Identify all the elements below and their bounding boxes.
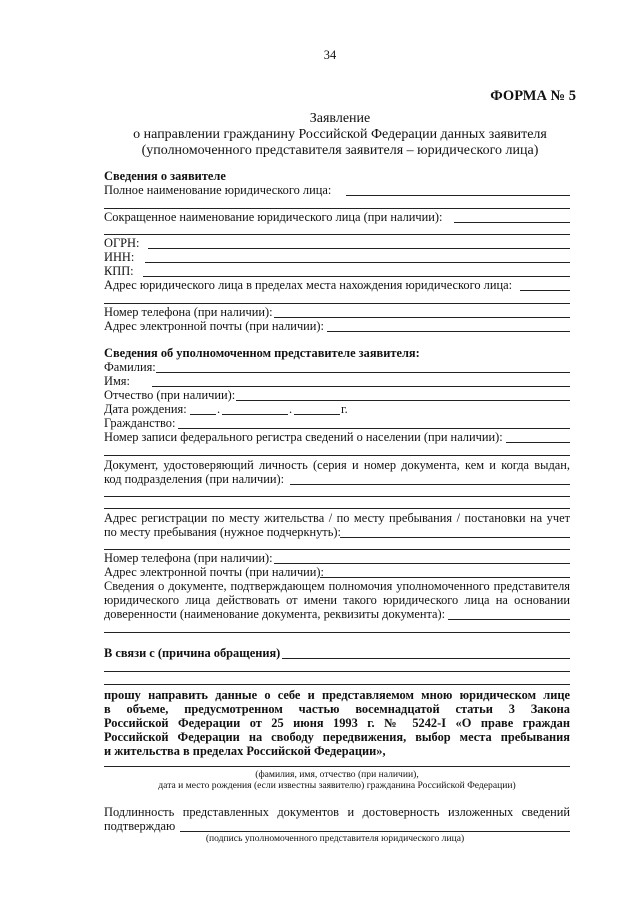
title-line-1: Заявление (309, 111, 371, 126)
register-number-field-2[interactable] (104, 455, 570, 456)
kpp-label: КПП: (104, 264, 134, 278)
short-name-field[interactable] (454, 222, 570, 223)
birth-date-dot-1: . (217, 402, 221, 416)
patronymic-label: Отчество (при наличии): (104, 388, 236, 402)
reg-address-field[interactable] (340, 537, 570, 538)
confirmation-line-1: Подлинность представленных документов и достоверность изложенных сведений (104, 805, 570, 819)
representative-phone-label: Номер телефона (при наличии): (104, 551, 273, 565)
birth-date-dot-2: . (289, 402, 293, 416)
reason-field-3[interactable] (104, 684, 570, 685)
citizenship-label: Гражданство: (104, 416, 176, 430)
form-label: ФОРМА № 5 (490, 88, 576, 104)
birth-year-suffix: г. (341, 402, 348, 416)
register-number-label: Номер записи федерального регистра сведений о населении (при наличии): (104, 430, 503, 444)
signature-caption: (подпись уполномоченного представителя юридического лица) (205, 833, 465, 844)
address-label: Адрес юридического лица в пределах места нахождения юридического лица: (104, 278, 513, 292)
reg-address-label-2: по месту пребывания (нужное подчеркнуть): (104, 525, 341, 539)
request-line-3: Российской Федерации от 25 июня 1993 г. № 5242-I «О праве граждан (104, 716, 570, 730)
id-document-field-3[interactable] (104, 508, 570, 509)
title-line-2: о направлении гражданину Российской Федерации данных заявителя (133, 127, 547, 142)
short-name-label: Сокращенное наименование юридического лица (при наличии): (104, 210, 443, 224)
id-document-field[interactable] (290, 484, 570, 485)
representative-phone-field[interactable] (274, 563, 570, 564)
ogrn-field[interactable] (148, 248, 570, 249)
surname-field[interactable] (156, 372, 570, 373)
id-document-label-2: код подразделения (при наличии): (104, 472, 285, 486)
authority-field[interactable] (448, 619, 570, 620)
recipient-field[interactable] (104, 766, 570, 767)
register-number-field[interactable] (506, 442, 570, 443)
applicant-phone-field[interactable] (274, 317, 570, 318)
full-name-field[interactable] (346, 195, 570, 196)
applicant-phone-label: Номер телефона (при наличии): (104, 305, 273, 319)
birth-year-field[interactable] (294, 414, 340, 415)
address-field[interactable] (520, 290, 570, 291)
reason-field[interactable] (282, 658, 570, 659)
request-line-5: и жительства в пределах Российской Федерации», (104, 744, 386, 758)
applicant-email-field[interactable] (327, 331, 570, 332)
request-line-4: Российской Федерации на свободу передвижения, выбор места пребывания (104, 730, 570, 744)
recipient-caption-1: (фамилия, имя, отчество (при наличии), (255, 769, 419, 780)
id-document-field-2[interactable] (104, 496, 570, 497)
reg-address-label-1: Адрес регистрации по месту жительства / по месту пребывания / постановки на учет (104, 511, 570, 525)
inn-field[interactable] (145, 262, 570, 263)
id-document-label-1: Документ, удостоверяющий личность (серия и номер документа, кем и когда выдан, (104, 458, 570, 472)
reason-field-2[interactable] (104, 671, 570, 672)
authority-label-3: доверенности (наименование документа, реквизиты документа): (104, 607, 446, 621)
name-field[interactable] (152, 386, 570, 387)
address-field-2[interactable] (104, 303, 570, 304)
page-number: 34 (323, 48, 337, 62)
authority-field-2[interactable] (104, 632, 570, 633)
confirmation-line-2: подтверждаю (104, 819, 176, 833)
patronymic-field[interactable] (236, 400, 570, 401)
reason-label: В связи с (причина обращения) (104, 646, 281, 660)
full-name-label: Полное наименование юридического лица: (104, 183, 332, 197)
representative-email-field[interactable] (320, 577, 570, 578)
reg-address-field-2[interactable] (104, 549, 570, 550)
authority-label-1: Сведения о документе, подтверждающем полномочия уполномоченного представителя (104, 579, 570, 593)
birth-day-field[interactable] (190, 414, 216, 415)
short-name-field-2[interactable] (104, 234, 570, 235)
citizenship-field[interactable] (178, 428, 570, 429)
recipient-caption-2: дата и место рождения (если известны заявителю) гражданина Российской Федерации) (158, 780, 516, 791)
authority-label-2: юридического лица действовать от имени такого юридического лица на основании (104, 593, 570, 607)
birth-date-label: Дата рождения: (104, 402, 187, 416)
request-line-2: в объеме, предусмотренном частью восемнадцатой статьи 3 Закона (104, 702, 570, 716)
request-line-1: прошу направить данные о себе и представляемом мною юридическом лице (104, 688, 570, 702)
applicant-heading: Сведения о заявителе (104, 169, 226, 183)
ogrn-label: ОГРН: (104, 236, 140, 250)
representative-heading: Сведения об уполномоченном представителе заявителя: (104, 346, 420, 360)
kpp-field[interactable] (143, 276, 570, 277)
birth-month-field[interactable] (222, 414, 288, 415)
applicant-email-label: Адрес электронной почты (при наличии): (104, 319, 325, 333)
representative-email-label: Адрес электронной почты (при наличии): (104, 565, 325, 579)
full-name-field-2[interactable] (104, 208, 570, 209)
inn-label: ИНН: (104, 250, 135, 264)
signature-field[interactable] (180, 831, 570, 832)
surname-label: Фамилия: (104, 360, 156, 374)
name-label: Имя: (104, 374, 130, 388)
title-line-3: (уполномоченного представителя заявителя – юридического лица) (141, 143, 539, 158)
